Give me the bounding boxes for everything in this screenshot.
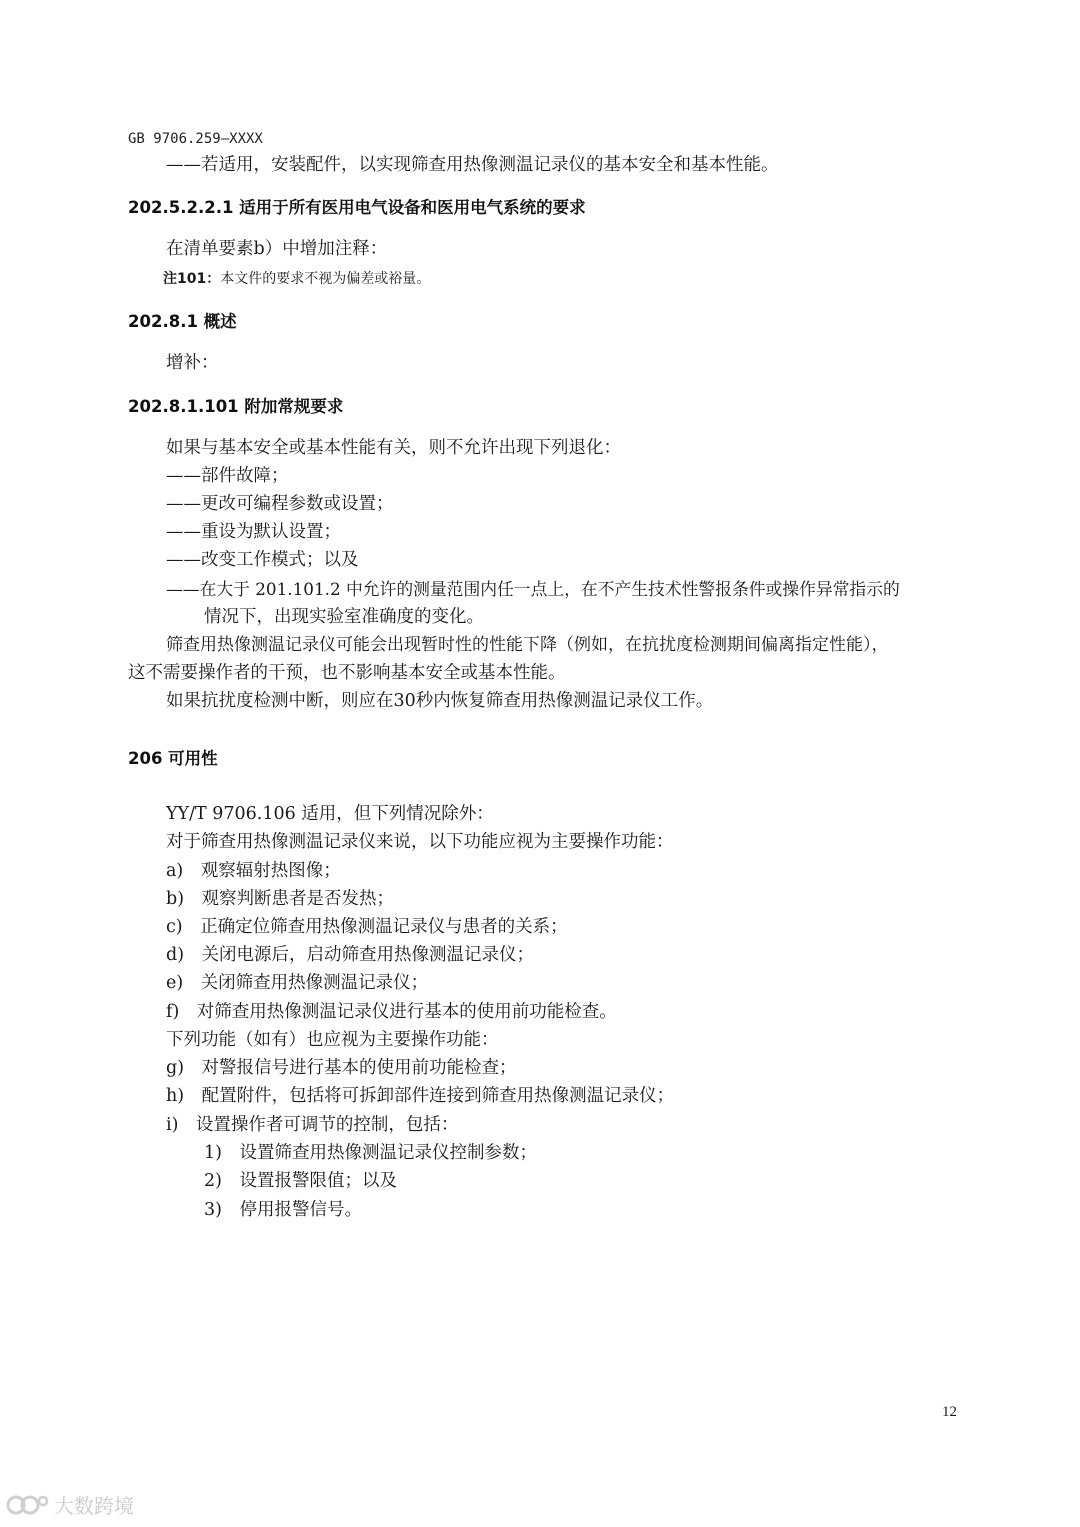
sub-list-item: 1) 设置筛查用热像测温记录仪控制参数； — [204, 1143, 537, 1163]
list-item: ——重设为默认设置； — [166, 522, 341, 542]
watermark-text: 大数跨境 — [54, 1494, 134, 1518]
watermark — [6, 1490, 134, 1519]
section-heading: 202.8.1 概述 — [128, 312, 237, 331]
list-item: f) 对筛查用热像测温记录仪进行基本的使用前功能检查。 — [166, 1002, 617, 1022]
page-number: 12 — [942, 1404, 957, 1420]
list-item: b) 观察判断患者是否发热； — [166, 889, 395, 909]
sub-list-item: 2) 设置报警限值；以及 — [204, 1171, 397, 1191]
list-item: a) 观察辐射热图像； — [166, 861, 341, 881]
text-line: 这不需要操作者的干预，也不影响基本安全或基本性能。 — [128, 663, 566, 683]
list-item: e) 关闭筛查用热像测温记录仪； — [166, 973, 429, 993]
section-heading: 206 可用性 — [128, 749, 218, 768]
list-item: ——更改可编程参数或设置； — [166, 494, 394, 514]
text-line: 对于筛查用热像测温记录仪来说，以下功能应视为主要操作功能： — [166, 832, 674, 852]
text-line: 情况下，出现实验室准确度的变化。 — [204, 607, 484, 627]
note-text: 本文件的要求不视为偏差或裕量。 — [220, 271, 431, 287]
text-line: ——若适用，安装配件，以实现筛查用热像测温记录仪的基本安全和基本性能。 — [166, 155, 779, 175]
list-item: g) 对警报信号进行基本的使用前功能检查； — [166, 1058, 517, 1078]
watermark-logo-icon — [6, 1491, 50, 1519]
list-item: c) 正确定位筛查用热像测温记录仪与患者的关系； — [166, 917, 568, 937]
text-line: 如果抗扰度检测中断，则应在30秒内恢复筛查用热像测温记录仪工作。 — [166, 691, 714, 711]
list-item: h) 配置附件，包括将可拆卸部件连接到筛查用热像测温记录仪； — [166, 1086, 675, 1106]
list-item: ——部件故障； — [166, 466, 289, 486]
sub-list-item: 3) 停用报警信号。 — [204, 1200, 362, 1220]
list-item: d) 关闭电源后，启动筛查用热像测温记录仪； — [166, 945, 535, 965]
note — [163, 269, 430, 289]
list-item: ——在大于 201.101.2 中允许的测量范围内任一点上，在不产生技术性警报条件或操作异常指示的 — [166, 579, 900, 599]
note-label: 注101： — [163, 271, 221, 287]
section-heading: 202.5.2.2.1 适用于所有医用电气设备和医用电气系统的要求 — [128, 198, 586, 217]
list-item: i) 设置操作者可调节的控制，包括： — [166, 1115, 459, 1135]
text-line: 下列功能（如有）也应视为主要操作功能： — [166, 1030, 499, 1050]
text-line: 如果与基本安全或基本性能有关，则不允许出现下列退化： — [166, 438, 621, 458]
list-item: ——改变工作模式；以及 — [166, 550, 359, 570]
document-id: GB 9706.259—XXXX — [128, 131, 263, 147]
text-line: 在清单要素b）中增加注释： — [166, 239, 388, 259]
text-line: 增补： — [166, 353, 219, 373]
section-heading: 202.8.1.101 附加常规要求 — [128, 397, 344, 416]
text-line: YY/T 9706.106 适用，但下列情况除外： — [166, 804, 494, 824]
text-line: 筛查用热像测温记录仪可能会出现暂时性的性能下降（例如，在抗扰度检测期间偏离指定性能）， — [166, 635, 889, 655]
